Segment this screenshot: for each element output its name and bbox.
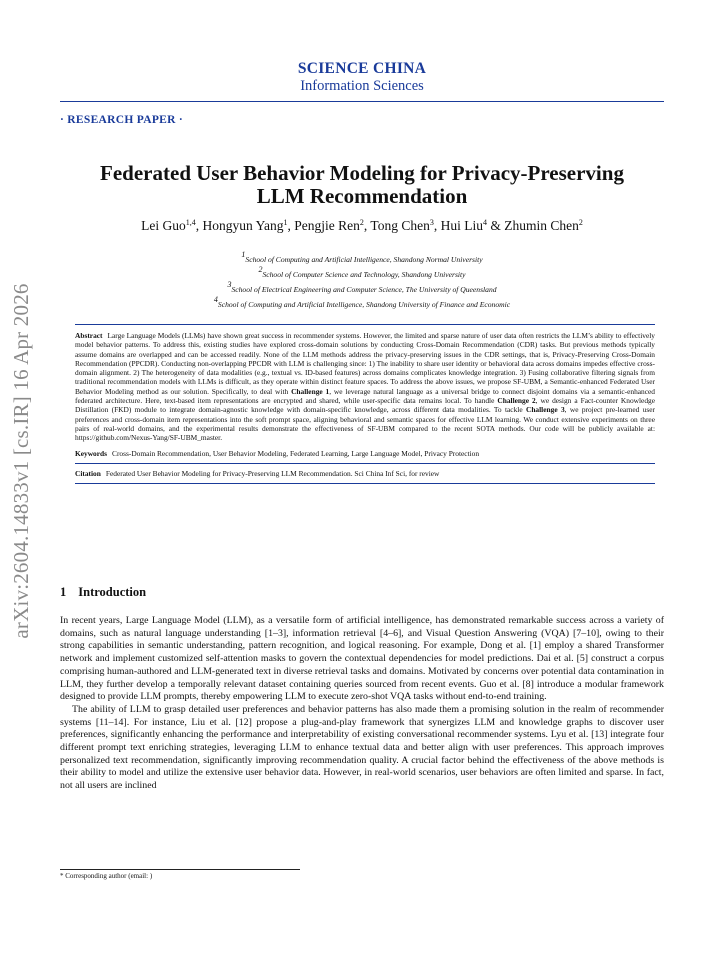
section-title: Introduction — [78, 585, 147, 599]
author-name: Lei Guo — [141, 218, 186, 233]
affiliation-list — [60, 250, 664, 310]
journal-header — [60, 60, 664, 95]
footnote-rule — [60, 869, 300, 870]
header-rule — [60, 101, 664, 102]
abstract-emphasis: Challenge 3 — [525, 405, 565, 415]
citation-label: Citation — [75, 468, 101, 478]
arxiv-identifier: arXiv:2604.14833v1 [cs.IR] 16 Apr 2026 — [9, 283, 33, 639]
keywords-text: Cross-Domain Recommendation, User Behavior Modeling, Federated Learning, Large Language Model, Privacy Protection — [112, 448, 480, 458]
affiliation — [60, 295, 664, 310]
paragraph: The ability of LLM to grasp detailed user preferences and behavior patterns has also made them a promising solution in the realm of recommender systems [11–14]. For instance, Liu et al. [12] propose a plug-and-play framework that synergizes LLM and knowledge graphs to discover user preferences, significantly enhancing the performance and interpretability of existing conversational recommender systems. Lyu et al. [13] integrate four different prompt text enriching strategies, leveraging LLM to enhance textual data and better align with user preferences. This approach improves personalized text recommendation, significantly improving recommendation quality. A crucial factor behind the effectiveness of the above methods is their ability to model and utilize the extensive user behavior data. However, in real-world scenarios, user behaviors are often limited and sparse. In fact, not all users are inclined — [60, 703, 664, 792]
author-affiliation-mark: 2 — [578, 218, 583, 227]
author-name: Hui Liu — [440, 218, 483, 233]
affiliation-text: School of Electrical Engineering and Computer Science, The University of Queensland — [231, 285, 497, 294]
paragraph: In recent years, Large Language Model (LLM), as a versatile form of artificial intelligence, has demonstrated remarkable success across a variety of domains, such as natural language understanding [1–3], information retrieval [4–6], and Visual Question Answering (VQA) [7–10], owing to their strong capabilities in semantic understanding, pattern recognition, and logical reasoning. For example, Dong et al. [1] employ a shared Transformer network and implement customized self-attention masks to govern the contextual dependencies for model predictions. Dai et al. [5] construct a corpus comprising human-authored and LLM-generated text in diverse retrieval tasks and domains. Motivated by concerns over potential data contamination in LLM, they further develop a temporally relevant dataset containing queries sourced from recent events. Guo et al. [8] introduce a modular framework designed to provide LLM prompts, thereby empowering LLM to execute zero-shot VQA tasks without end-to-end training. — [60, 615, 664, 703]
author-name: Zhumin Chen — [504, 218, 579, 233]
affiliation-mark: 3 — [227, 280, 232, 289]
keywords-label: Keywords — [75, 448, 108, 458]
affiliation — [60, 250, 664, 265]
affiliation — [60, 265, 664, 280]
author-name: Tong Chen — [370, 218, 430, 233]
abstract-fragment: , we leverage natural language as a universal bridge to connect disjoint domains via a semantic-enhanced federated architecture. Here, text-based item representations are encrypted and shared, while user-specific data remains local. To handle — [75, 386, 655, 406]
section-heading — [60, 585, 146, 600]
author-affiliation-mark: 4 — [482, 218, 487, 227]
paper-type: · RESEARCH PAPER · — [60, 114, 184, 126]
section-body — [60, 615, 664, 793]
abstract-emphasis: Challenge 2 — [497, 396, 536, 406]
affiliation-text: School of Computing and Artificial Intelligence, Shandong Normal University — [245, 255, 483, 264]
abstract-emphasis: Challenge 1 — [291, 386, 330, 396]
author-name: Pengjie Ren — [294, 218, 360, 233]
section-number: 1 — [60, 585, 67, 599]
abstract-text — [75, 331, 655, 442]
affiliation-text: School of Computer Science and Technology, Shandong University — [262, 270, 466, 279]
affiliation-mark: 4 — [213, 295, 218, 304]
affiliation-mark: 1 — [241, 250, 246, 259]
author-list: Lei Guo$^{1,4}$, Hongyun Yang$^1$, Pengjie Ren$^2$, Tong Chen$^3$, Hui Liu$^4$ & Zhumin Chen$^2$ — [141, 218, 583, 233]
affiliation-text: School of Computing and Artificial Intelligence, Shandong University of Finance and Economic — [217, 300, 511, 309]
author-affiliation-mark: 3 — [429, 218, 434, 227]
citation — [75, 463, 655, 484]
affiliation — [60, 280, 664, 295]
abstract-fragment: , we project pre-learned user preferences and cross-domain item representations into the soft prompt space, aligning behavioral and semantic spaces for effective LLM learning. We conduct extensive experiments on three pairs of real-world domains, and the experimental results demonstrate the effectiveness of SF-UBM compared to the recent SOTA methods. Our code will be publicly available at: https://github.com/Nexus-Yang/SF-UBM_master. — [75, 405, 655, 443]
author-affiliation-mark: 1 — [283, 218, 288, 227]
abstract-fragment: , we design a Fact-counter Knowledge Distillation (FKD) module to integrate domain-agnostic knowledge with domain-specific knowledge, across different data modalities. To tackle — [75, 396, 655, 415]
footnote: * Corresponding author (email: ) — [60, 872, 153, 880]
abstract-box — [75, 324, 655, 484]
abstract — [75, 331, 655, 443]
title-line-1: Federated User Behavior Modeling for Privacy-Preserving — [100, 161, 624, 185]
author-name: Hongyun Yang — [202, 218, 284, 233]
citation-text: Federated User Behavior Modeling for Privacy-Preserving LLM Recommendation. Sci China Inf Sci, for review — [105, 468, 440, 478]
journal-subtitle: Information Sciences — [300, 78, 424, 94]
paper-title — [60, 162, 664, 208]
keywords — [75, 449, 655, 458]
journal-name: SCIENCE CHINA — [297, 60, 427, 77]
author-affiliation-mark: 2 — [359, 218, 364, 227]
abstract-fragment: Large Language Models (LLMs) have shown great success in recommender systems. However, the limited and sparse nature of user data often restricts the LLM’s ability to effectively model behavior patterns. To address this, existing studies have explored cross-domain solutions by conducting Cross-Domain Recommendation (CDR) tasks. But previous methods typically assume domains are overlapped and can be accessed readily. None of the LLM methods address the privacy-preserving issues in the CDR settings, that is, Privacy-Preserving Cross-Domain Recommendation (PPCDR). Conducting non-overlapping PPCDR with LLM is challenging since: 1) The inability to share user identity or behavioral data across domains impedes effective cross-domain alignment. 2) The heterogeneity of data modalities (e.g., textual vs. ID-based features) across domains complicates knowledge integration. 3) Fusing collaborative filtering signals from traditional recommendation models with LLMs is difficult, as they operate within distinct feature spaces. To address the above issues, we propose SF-UBM, a Semantic-enhanced Federated User Behavior Modeling method as our solution. Specifically, to deal with — [75, 331, 655, 396]
title-line-2: LLM Recommendation — [256, 184, 468, 208]
affiliation-mark: 2 — [258, 265, 263, 274]
author-affiliation-mark: 1,4 — [185, 218, 196, 227]
abstract-label: Abstract — [75, 331, 103, 340]
